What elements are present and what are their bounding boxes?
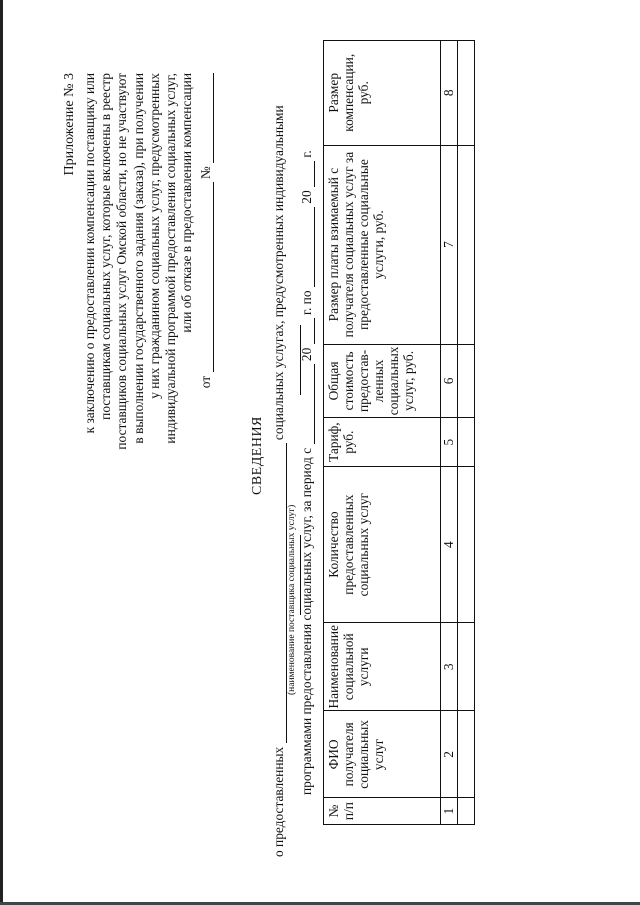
table-row-column-numbers (441, 41, 458, 825)
table-header-row (324, 41, 441, 825)
header-cell-service-name: Наименование социальной услуги (324, 623, 441, 711)
intro-line-2 (299, 150, 315, 795)
period-start-blank (301, 364, 315, 444)
header-cell-quantity: Количество предоставленных социальных услуг (324, 467, 441, 623)
period-to-text: г. по (299, 290, 314, 316)
col-number: 3 (441, 623, 458, 711)
from-prefix: от (198, 375, 213, 389)
col-number: 7 (441, 145, 458, 344)
number-blank (199, 73, 214, 163)
header-cell-recipient: ФИО получателя социальных услуг (324, 711, 441, 798)
period-g-text: г. (299, 150, 314, 158)
col-number: 8 (441, 41, 458, 146)
header-cell-number: № п/п (324, 798, 441, 825)
date-number-line (198, 73, 214, 388)
period-year-2: 20 (299, 190, 314, 204)
date-blank (199, 183, 214, 373)
col-number: 6 (441, 344, 458, 418)
header-line: или об отказе в предоставлении компенсации (179, 73, 195, 333)
supplier-name-caption: (наименование поставщика социальных услуг) (287, 504, 297, 695)
header-cell-fee: Размер платы взимаемый с получателя социальных услуг за предоставленные социальные услуги, руб. (324, 145, 441, 344)
empty-cell[interactable] (458, 711, 475, 798)
services-table (323, 40, 475, 825)
col-number: 5 (441, 418, 458, 467)
header-line: у них гражданином социальных услуг, предусмотренных (146, 73, 162, 399)
empty-cell[interactable] (458, 467, 475, 623)
header-cell-compensation: Размер компенсации, руб. (324, 41, 441, 146)
empty-cell[interactable] (458, 623, 475, 711)
header-line: к заключению о предоставлении компенсации поставщику или (82, 73, 97, 434)
empty-cell[interactable] (458, 145, 475, 344)
signature-line-left (300, 535, 301, 615)
col-number: 4 (441, 467, 458, 623)
col-number: 2 (441, 711, 458, 798)
empty-cell[interactable] (458, 41, 475, 146)
header-cell-tariff: Тариф, руб. (324, 418, 441, 467)
period-year-1: 20 (299, 347, 314, 362)
header-line: в выполнении государственного задания (заказа), при получении (130, 73, 146, 444)
signature-line-right (300, 325, 301, 395)
period-text: программами предоставления социальных услуг, за период с (299, 447, 314, 795)
supplier-name-blank (273, 443, 287, 743)
period-year-2-blank (301, 161, 315, 187)
intro-start: о предоставленных (271, 746, 286, 857)
header-cell-total-cost: Общая стоимость предостав- ленных социальных услуг, руб. (324, 344, 441, 418)
period-end-blank (301, 207, 315, 287)
empty-cell[interactable] (458, 344, 475, 418)
appendix-header-text (82, 73, 195, 633)
table-row-empty (458, 41, 475, 825)
header-line: индивидуальной программой предоставления социальных услуг, (163, 73, 179, 444)
empty-cell[interactable] (458, 798, 475, 825)
header-line: поставщикам социальных услуг, которые включены в реестр (98, 73, 114, 420)
appendix-label: Приложение № 3 (62, 73, 77, 176)
intro-line-1 (271, 105, 287, 857)
period-year-1-blank (301, 318, 315, 344)
empty-cell[interactable] (458, 418, 475, 467)
header-line: поставщиков социальных услуг Омской области, но не участвуют (114, 73, 130, 450)
intro-end: социальных услугах, предусмотренных индивидуальными (271, 105, 286, 441)
number-sign: № (198, 166, 213, 180)
document-title: СВЕДЕНИЯ (250, 416, 265, 495)
rotated-document-page (0, 15, 640, 895)
col-number: 1 (441, 798, 458, 825)
